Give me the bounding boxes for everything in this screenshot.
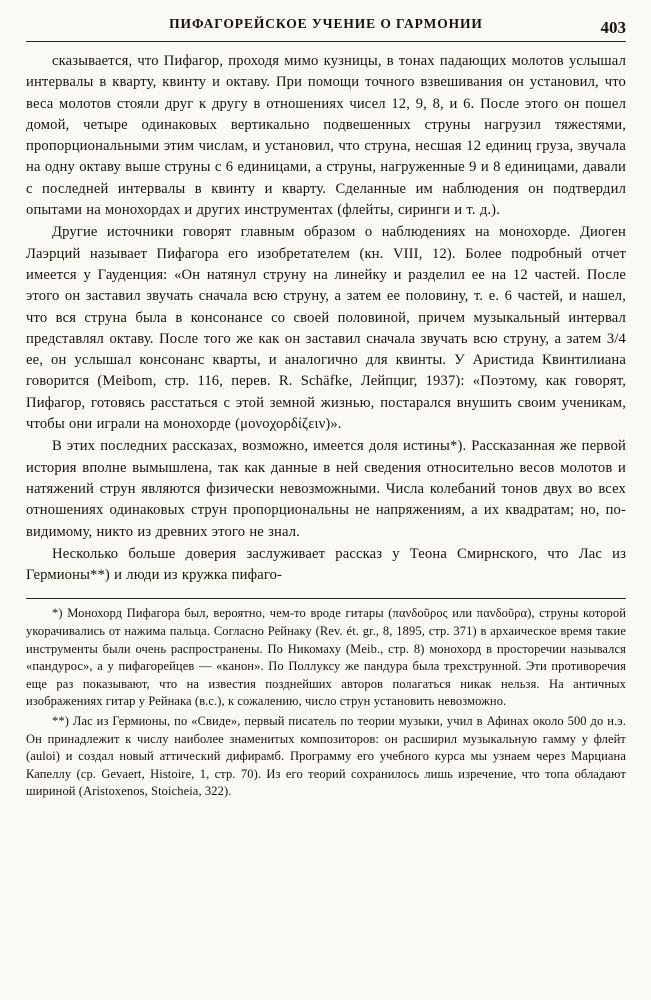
footnote-divider bbox=[26, 598, 626, 599]
page-number: 403 bbox=[600, 18, 626, 37]
body-paragraph-1: сказывается, что Пифагор, проходя мимо кузницы, в тонах падающих молотов услышал интервалы в кварту, квинту и октаву. При помощи точного взвешивания он установил, что веса молотов стояли друг к другу в отношениях чисел 12, 9, 8, и 6. После этого он пошел домой, четыре одинаковых вертикально подвешенных струны нагрузил тяжестями, пропорциональными этим числам, и установил, что струна, несшая 12 единиц груза, звучала на одну октаву выше струны с 6 единицами, а струны, нагруженные 9 и 8 единицами, давали с последней интервалы в квинту и кварту. Сделанные им наблюдения он подтвердил опытами на монохордах и других инструментах (флейты, сиринги и т. д.). bbox=[26, 53, 626, 219]
footnote-2: **) Лас из Гермионы, по «Свиде», первый писатель по теории музыки, учил в Афинах около 500 до н.э. Он принадлежит к числу наиболее знаменитых композиторов: он расширил музыкальную гамму у флейт (auloi) и создал новый аттический дифирамб. Программу его учебного курса мы узнаем через Марциана Капеллу (ср. Gevaert, Histoire, 1, стр. 70). Из его теорий сохранилось лишь изречение, что топа обладают шириной (Aristoxenos, Stoicheia, 322). bbox=[26, 713, 626, 799]
page-content bbox=[26, 16, 626, 801]
body-paragraph-2: Другие источники говорят главным образом о наблюдениях на монохорде. Диоген Лаэрций называет Пифагора его изобретателем (кн. VIII, 12). Более подробный отчет имеется у Гауденция: «Он натянул струну на линейку и разделил ее на 12 частей. После этого он заставил звучать сначала всю струну, а затем ее половину, т. е. 6 частей, и нашел, что вся струна была в консонансе со своей половиной, причем музыкальный интервал представлял октаву. После того же как он заставил сначала звучать всю струну, а затем 3/4 ее, он услышал консонанс кварты, и аналогично для квинты. У Аристида Квинтилиана говорится (Meibom, стр. 116, перев. R. Schäfke, Лейпциг, 1937): «Поэтому, как говорят, Пифагор, готовясь расстаться с этой земной жизнью, постарался внушить своим ученикам, чтобы они играли на монохорде (μονοχορδίζειν)». bbox=[26, 224, 626, 433]
running-title: ПИФАГОРЕЙСКОЕ УЧЕНИЕ О ГАРМОНИИ bbox=[169, 16, 483, 31]
header-divider bbox=[26, 41, 626, 42]
body-paragraph-3: В этих последних рассказах, возможно, имеется доля истины*). Рассказанная же первой история вполне вымышлена, так как данные в ней сведения относительно весов молотов и натяжений струн являются физически невозможными. Числа колебаний тонов двух во всех отношениях одинаковых струн пропорциональны не напряжениям, а их квадратам; но, по-видимому, никто из древних этого не знал. bbox=[26, 438, 626, 540]
page-header bbox=[26, 16, 626, 38]
body-paragraph-4: Несколько больше доверия заслуживает рассказ у Теона Смирнского, что Лас из Гермионы**) и люди из кружка пифаго- bbox=[26, 545, 626, 584]
footnote-1: *) Монохорд Пифагора был, вероятно, чем-то вроде гитары (πανδοῦρος или πανδοῦρα), струны которой укорачивались от нажима пальца. Согласно Рейнаку (Rev. ét. gr., 8, 1895, стр. 371) в архаическое время такие инструменты были очень распространены. По Никомаху (Meib., стр. 8) монохорд в просторечии назывался «пандурос», а у пифагорейцев — «канон». По Поллуксу же пандура была трехструнной. Эти противоречия еще раз показывают, что на известия позднейших авторов полагаться никак нельзя. На античных изображениях гитар у Рейнака (в.с.), к сожалению, число струн установить невозможно. bbox=[26, 606, 626, 709]
